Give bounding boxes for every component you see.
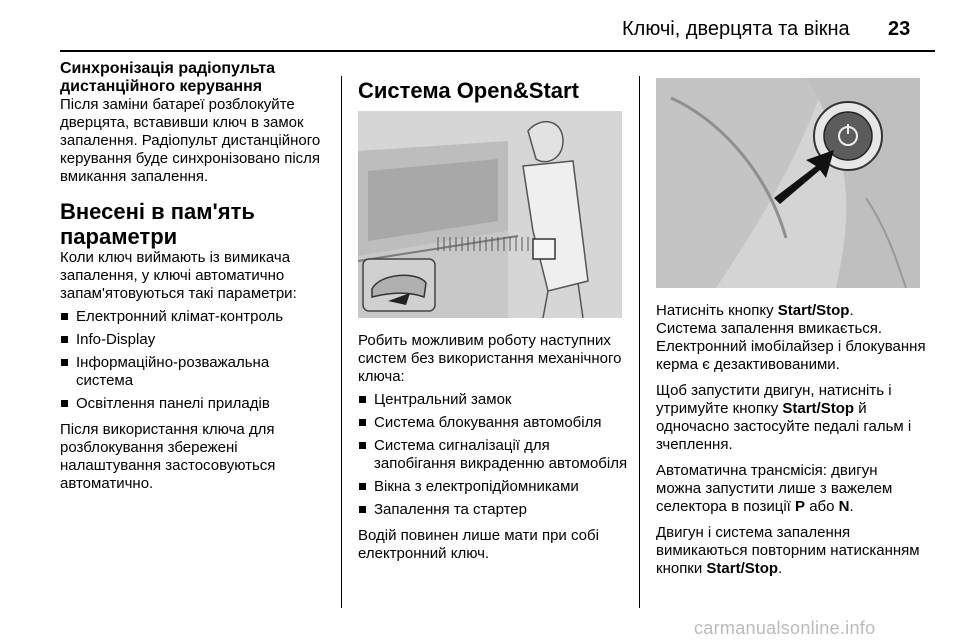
paragraph-open-start-intro: Робить можливим роботу наступних систем без використання механічного ключа: [358,332,622,385]
list-item: Запалення та стартер [358,501,628,519]
start-stop-label: Start/Stop [777,302,850,319]
list-item: Вікна з електропідйомниками [358,478,628,496]
paragraph-start-engine: Щоб запустити двигун, натисніть і утримуйте кнопку Start/Stop й одночасно застосуйте педалі гальм і зчеплення. [656,382,912,453]
page-number: 23 [888,18,911,40]
gear-p-label: P [795,498,806,515]
paragraph-memory-apply: Після використання ключа для розблокування збережені налаштування застосовуються автоматично. [60,421,276,492]
paragraph-press-start: Натисніть кнопку Start/Stop. [656,302,854,319]
column-1 [60,60,330,493]
heading-memory-settings: Внесені в пам'ять параметри [60,199,255,249]
column-3 [656,60,926,578]
door-handle-illustration [358,111,622,318]
list-item: Система сигналізації для запобігання викраденню автомобіля [358,437,628,473]
paragraph-key-note: Водій повинен лише мати при собі електронний ключ. [358,527,599,562]
paragraph-automatic-transmission: Автоматична трансмісія: двигун можна запустити лише з важелем селектора в позиції P або N. [656,462,893,515]
paragraph-engine-off: Двигун і система запалення вимикаються повторним натисканням кнопки Start/Stop. [656,524,920,577]
page-header [0,0,960,50]
column-divider-2 [639,76,640,608]
watermark: carmanualsonline.info [694,618,876,638]
list-item: Центральний замок [358,391,628,409]
start-stop-label: Start/Stop [706,560,779,577]
gear-n-label: N [838,498,850,515]
list-item: Електронний клімат-контроль [60,308,330,326]
heading-open-start: Система Open&Start [358,78,579,103]
list-item: Інформаційно-розважальна система [60,354,330,390]
paragraph-remote-sync: Після заміни батареї розблокуйте дверцята, вставивши ключ в замок запалення. Радіопульт дистанційного керування буде синхронізовано після вмикання запалення. [60,96,321,185]
start-stop-label: Start/Stop [782,400,855,417]
paragraph-ignition-on: Система запалення вмикається. Електронний імобілайзер і блокування керма є дезактивованими. [656,320,926,373]
start-stop-button-illustration [656,78,920,288]
column-2 [358,60,628,563]
section-title: Ключі, дверцята та вікна [622,18,850,40]
memory-settings-list [60,308,330,413]
paragraph-memory-intro: Коли ключ виймають із вимикача запалення, у ключі автоматично запам'ятовуються такі параметри: [60,249,297,302]
open-start-systems-list [358,391,628,519]
column-divider-1 [341,76,342,608]
list-item: Освітлення панелі приладів [60,395,330,413]
list-item: Info-Display [60,331,330,349]
list-item: Система блокування автомобіля [358,414,628,432]
heading-remote-sync: Синхронізація радіопульта дистанційного керування [60,60,276,95]
header-rule [60,50,935,52]
